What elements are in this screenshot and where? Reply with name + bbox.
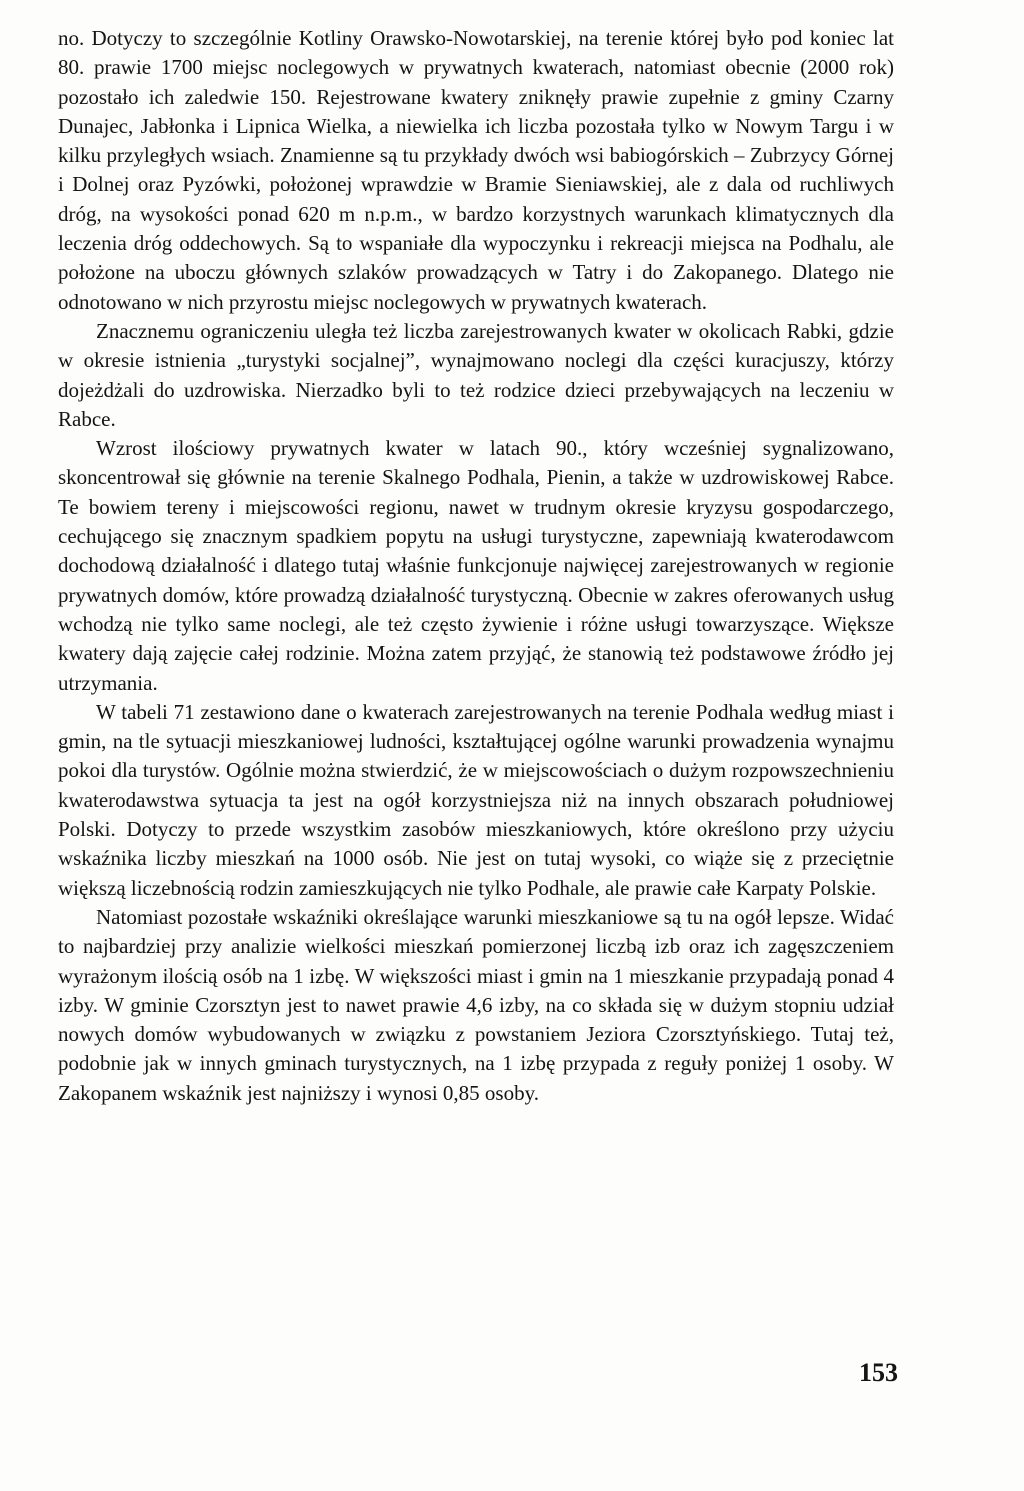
paragraph-5: Natomiast pozostałe wskaźniki określające warunki mieszkaniowe są tu na ogół lepsze. Widać to najbardziej przy analizie wielkości mieszkań pomierzonej liczbą izb oraz ich zagęszczeniem wyrażonym ilością osób na 1 izbę. W większości miast i gmin na 1 mieszkanie przypadają ponad 4 izby. W gminie Czorsztyn jest to nawet prawie 4,6 izby, na co składa się w dużym stopniu udział nowych domów wybudowanych w związku z powstaniem Jeziora Czorsztyńskiego. Tutaj też, podobnie jak w innych gminach turystycznych, na 1 izbę przypada z reguły poniżej 1 osoby. W Zakopanem wskaźnik jest najniższy i wynosi 0,85 osoby.: [58, 904, 894, 1105]
paragraph-2: Znacznemu ograniczeniu uległa też liczba zarejestrowanych kwater w okolicach Rabki, gdzie w okresie istnienia „turystyki socjalnej”, wynajmowano noclegi dla części kuracjuszy, którzy dojeżdżali do uzdrowiska. Nierzadko byli to też rodzice dzieci przebywających na leczeniu w Rabce.: [58, 318, 894, 431]
body-text: [58, 24, 894, 1108]
paragraph-1: no. Dotyczy to szczególnie Kotliny Orawsko-Nowotarskiej, na terenie której było pod koniec lat 80. prawie 1700 miejsc noclegowych w prywatnych kwaterach, natomiast obecnie (2000 rok) pozostało ich zaledwie 150. Rejestrowane kwatery zniknęły prawie zupełnie z gminy Czarny Dunajec, Jabłonka i Lipnica Wielka, a niewielka ich liczba pozostała tylko w Nowym Targu i w kilku przyległych wsiach. Znamienne są tu przykłady dwóch wsi babiogórskich – Zubrzycy Górnej i Dolnej oraz Pyzówki, położonej wprawdzie w Bramie Sieniawskiej, ale z dala od ruchliwych dróg, na wysokości ponad 620 m n.p.m., w bardzo korzystnych warunkach klimatycznych dla leczenia dróg oddechowych. Są to wspaniałe dla wypoczynku i rekreacji miejsca na Podhalu, ale położone na uboczu głównych szlaków prowadzących w Tatry i do Zakopanego. Dlatego nie odnotowano w nich przyrostu miejsc noclegowych w prywatnych kwaterach.: [58, 26, 894, 314]
paragraph-3: Wzrost ilościowy prywatnych kwater w latach 90., który wcześniej sygnalizowano, skoncentrował się głównie na terenie Skalnego Podhala, Pienin, a także w uzdrowiskowej Rabce. Te bowiem tereny i miejscowości regionu, nawet w trudnym okresie kryzysu gospodarczego, cechującego się znacznym spadkiem popytu na usługi turystyczne, zapewniają kwaterodawcom dochodową działalność i dlatego tutaj właśnie funkcjonuje najwięcej zarejestrowanych w regionie prywatnych domów, które prowadzą działalność turystyczną. Obecnie w zakres oferowanych usług wchodzą nie tylko same noclegi, ale też często żywienie i różne usługi towarzyszące. Większe kwatery dają zajęcie całej rodzinie. Można zatem przyjąć, że stanowią też podstawowe źródło jej utrzymania.: [58, 436, 894, 695]
paragraph-4: W tabeli 71 zestawiono dane o kwaterach zarejestrowanych na terenie Podhala według miast i gmin, na tle sytuacji mieszkaniowej ludności, kształtującej ogólne warunki prowadzenia wynajmu pokoi dla turystów. Ogólnie można stwierdzić, że w miejscowościach o dużym rozpowszechnieniu kwaterodawstwa sytuacja ta jest na ogół korzystniejsza niż na innych obszarach południowej Polski. Dotyczy to przede wszystkim zasobów mieszkaniowych, które określono przy użyciu wskaźnika liczby mieszkań na 1000 osób. Nie jest on tutaj wysoki, co wiąże się z przeciętnie większą liczebnością rodzin zamieszkujących nie tylko Podhale, ale prawie całe Karpaty Polskie.: [58, 699, 894, 900]
page-number: 153: [859, 1358, 898, 1387]
